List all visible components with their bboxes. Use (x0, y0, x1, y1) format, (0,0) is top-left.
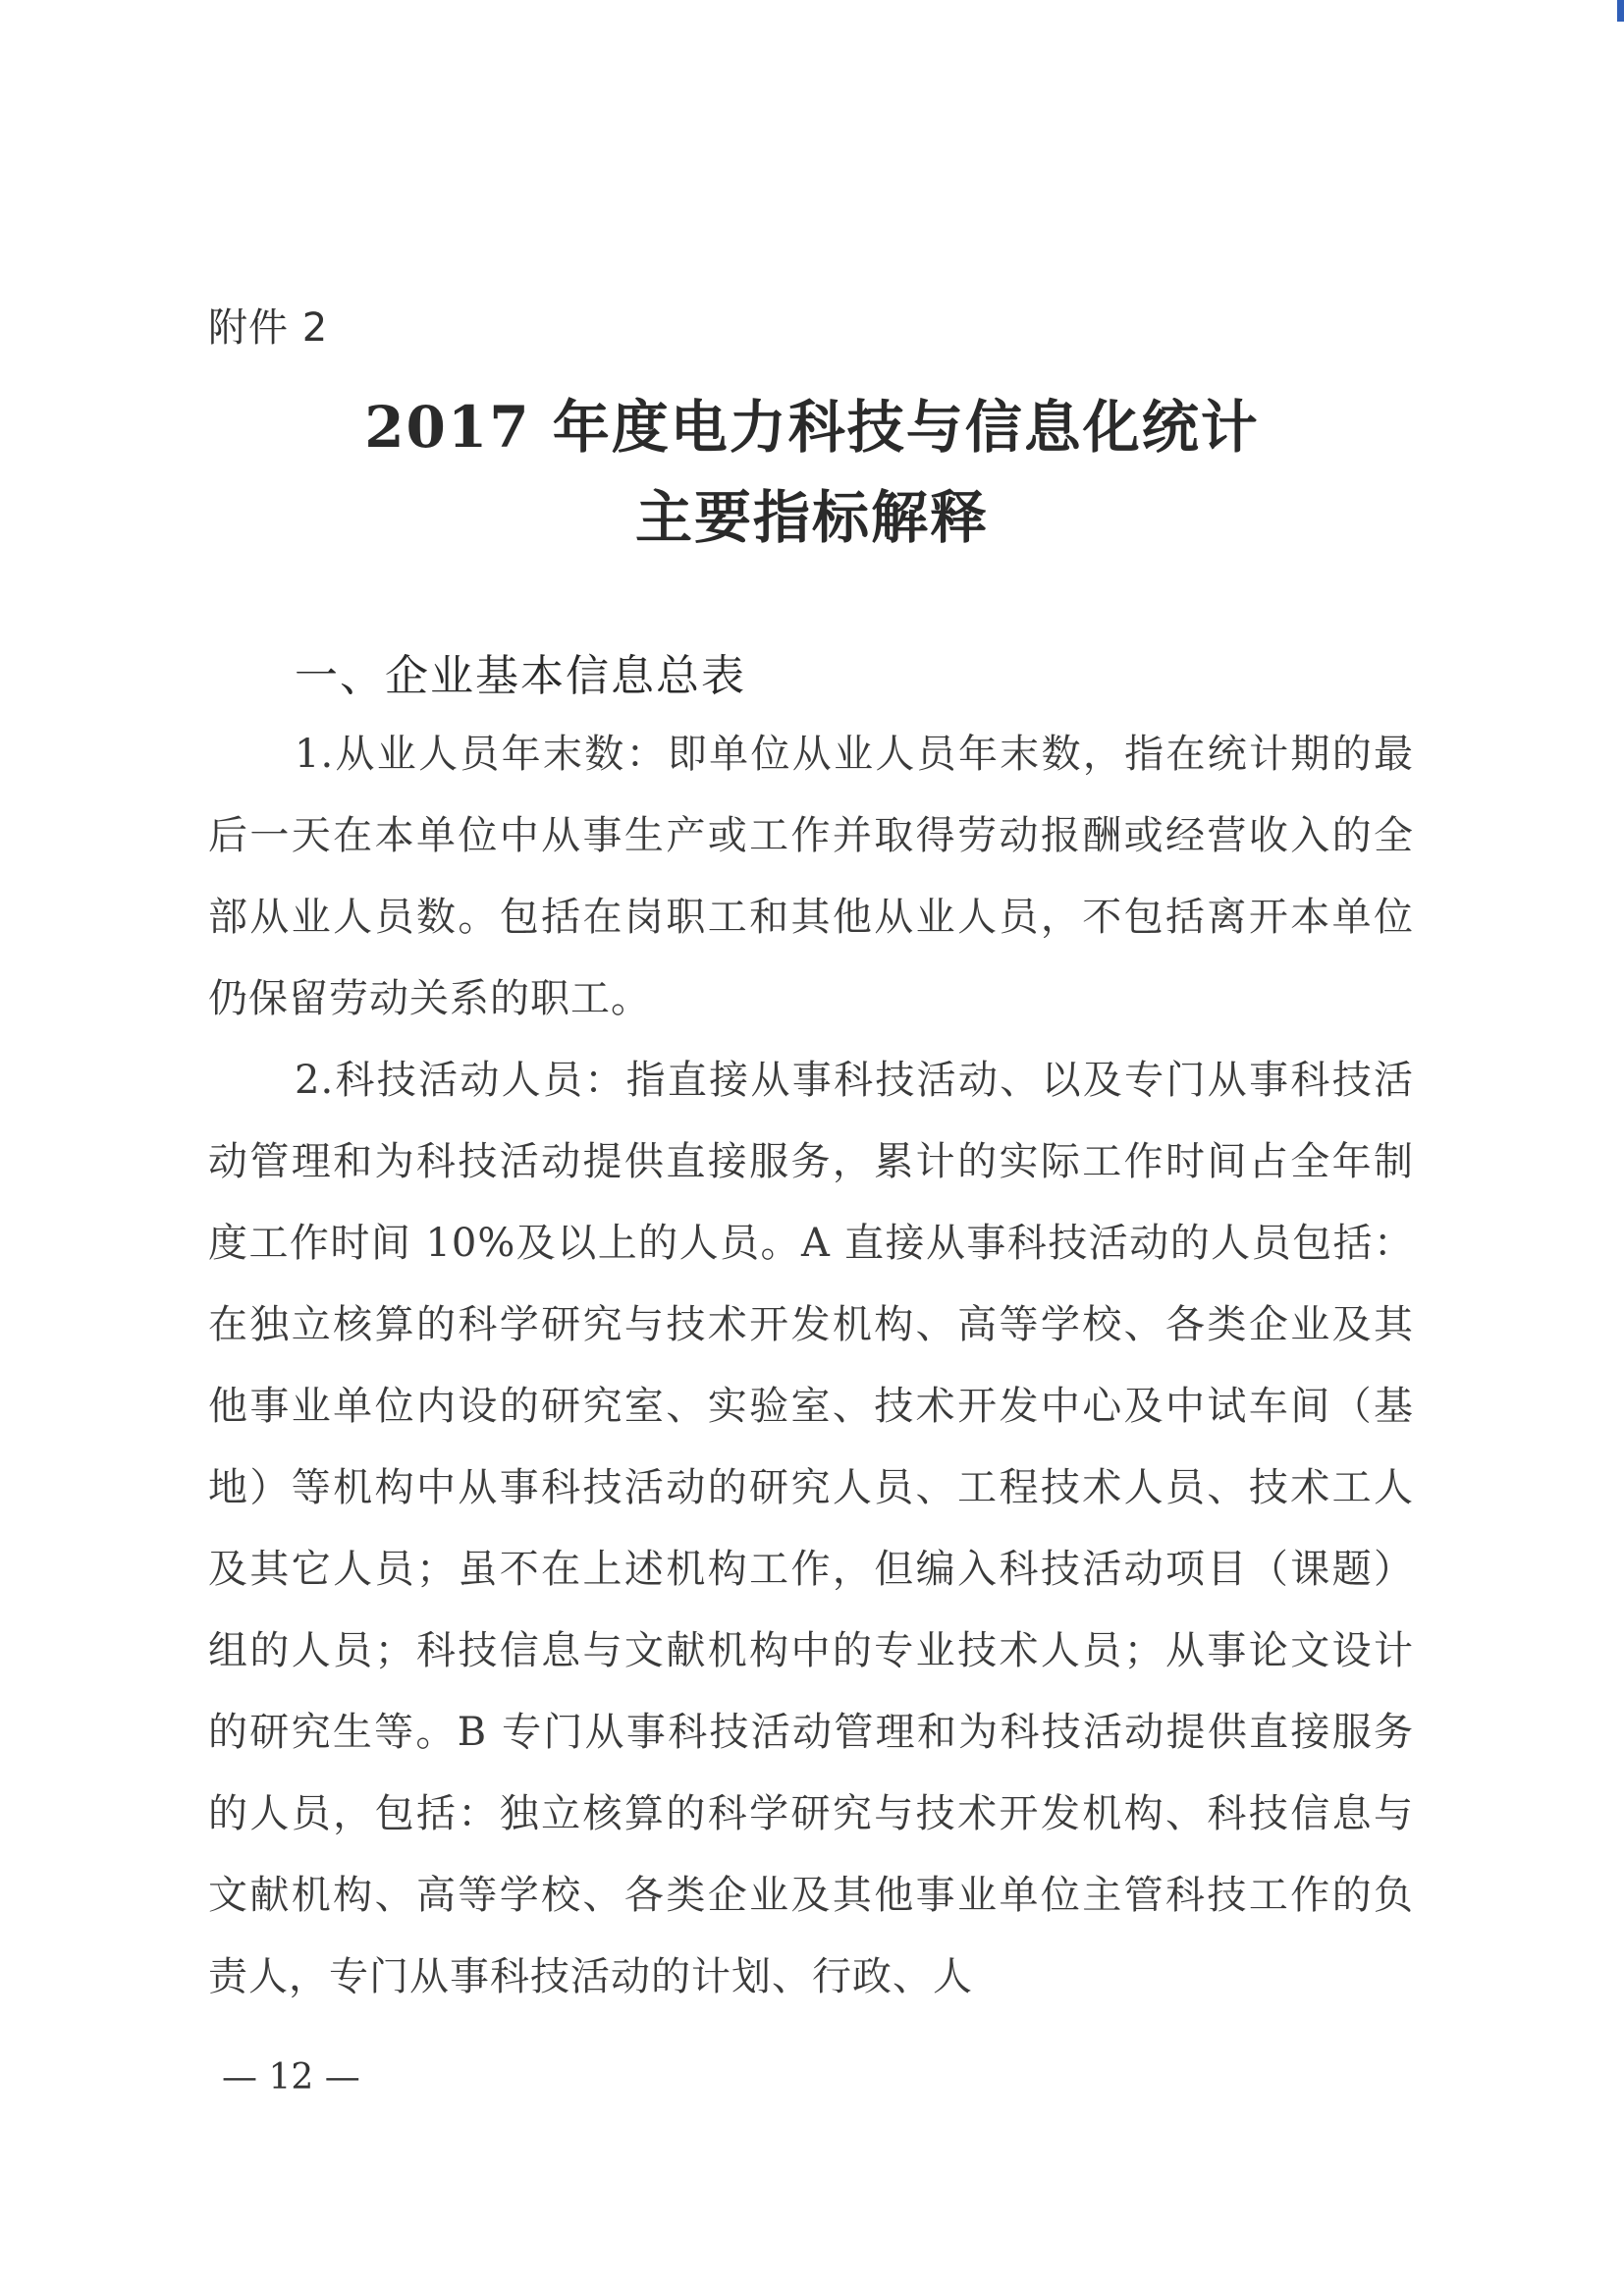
paragraph-employees-year-end: 1.从业人员年末数：即单位从业人员年末数，指在统计期的最后一天在本单位中从事生产或工作并取得劳动报酬或经营收入的全部从业人员数。包括在岗职工和其他从业人员，不包括离开本单位仍保留劳动关系的职工。 (208, 732, 1414, 1021)
page-number: — 12 — (222, 2057, 360, 2098)
document-title-line-2: 主要指标解释 (634, 484, 989, 551)
section-heading: 一、企业基本信息总表 (295, 651, 746, 701)
paragraph-sci-tech-personnel: 2.科技活动人员：指直接从事科技活动、以及专门从事科技活动管理和为科技活动提供直接服务，累计的实际工作时间占全年制度工作时间 10%及以上的人员。A 直接从事科技活动的人员包括：在独立核算的科学研究与技术开发机构、高等学校、各类企业及其他事业单位内设的研究室、实验室、技术开发中心及中试车间（基地）等机构中从事科技活动的研究人员、工程技术人员、技术工人及其它人员；虽不在上述机构工作，但编入科技活动项目（课题）组的人员；科技信息与文献机构中的专业技术人员；从事论文设计的研究生等。B 专门从事科技活动管理和为科技活动提供直接服务的人员，包括：独立核算的科学研究与技术开发机构、科技信息与文献机构、高等学校、各类企业及其他事业单位主管科技工作的负责人，专门从事科技活动的计划、行政、人 (208, 1058, 1414, 1999)
document-title-line-1: 2017 年度电力科技与信息化统计 (364, 394, 1260, 461)
scan-edge-mark (1617, 0, 1624, 22)
attachment-label: 附件 2 (208, 305, 329, 351)
